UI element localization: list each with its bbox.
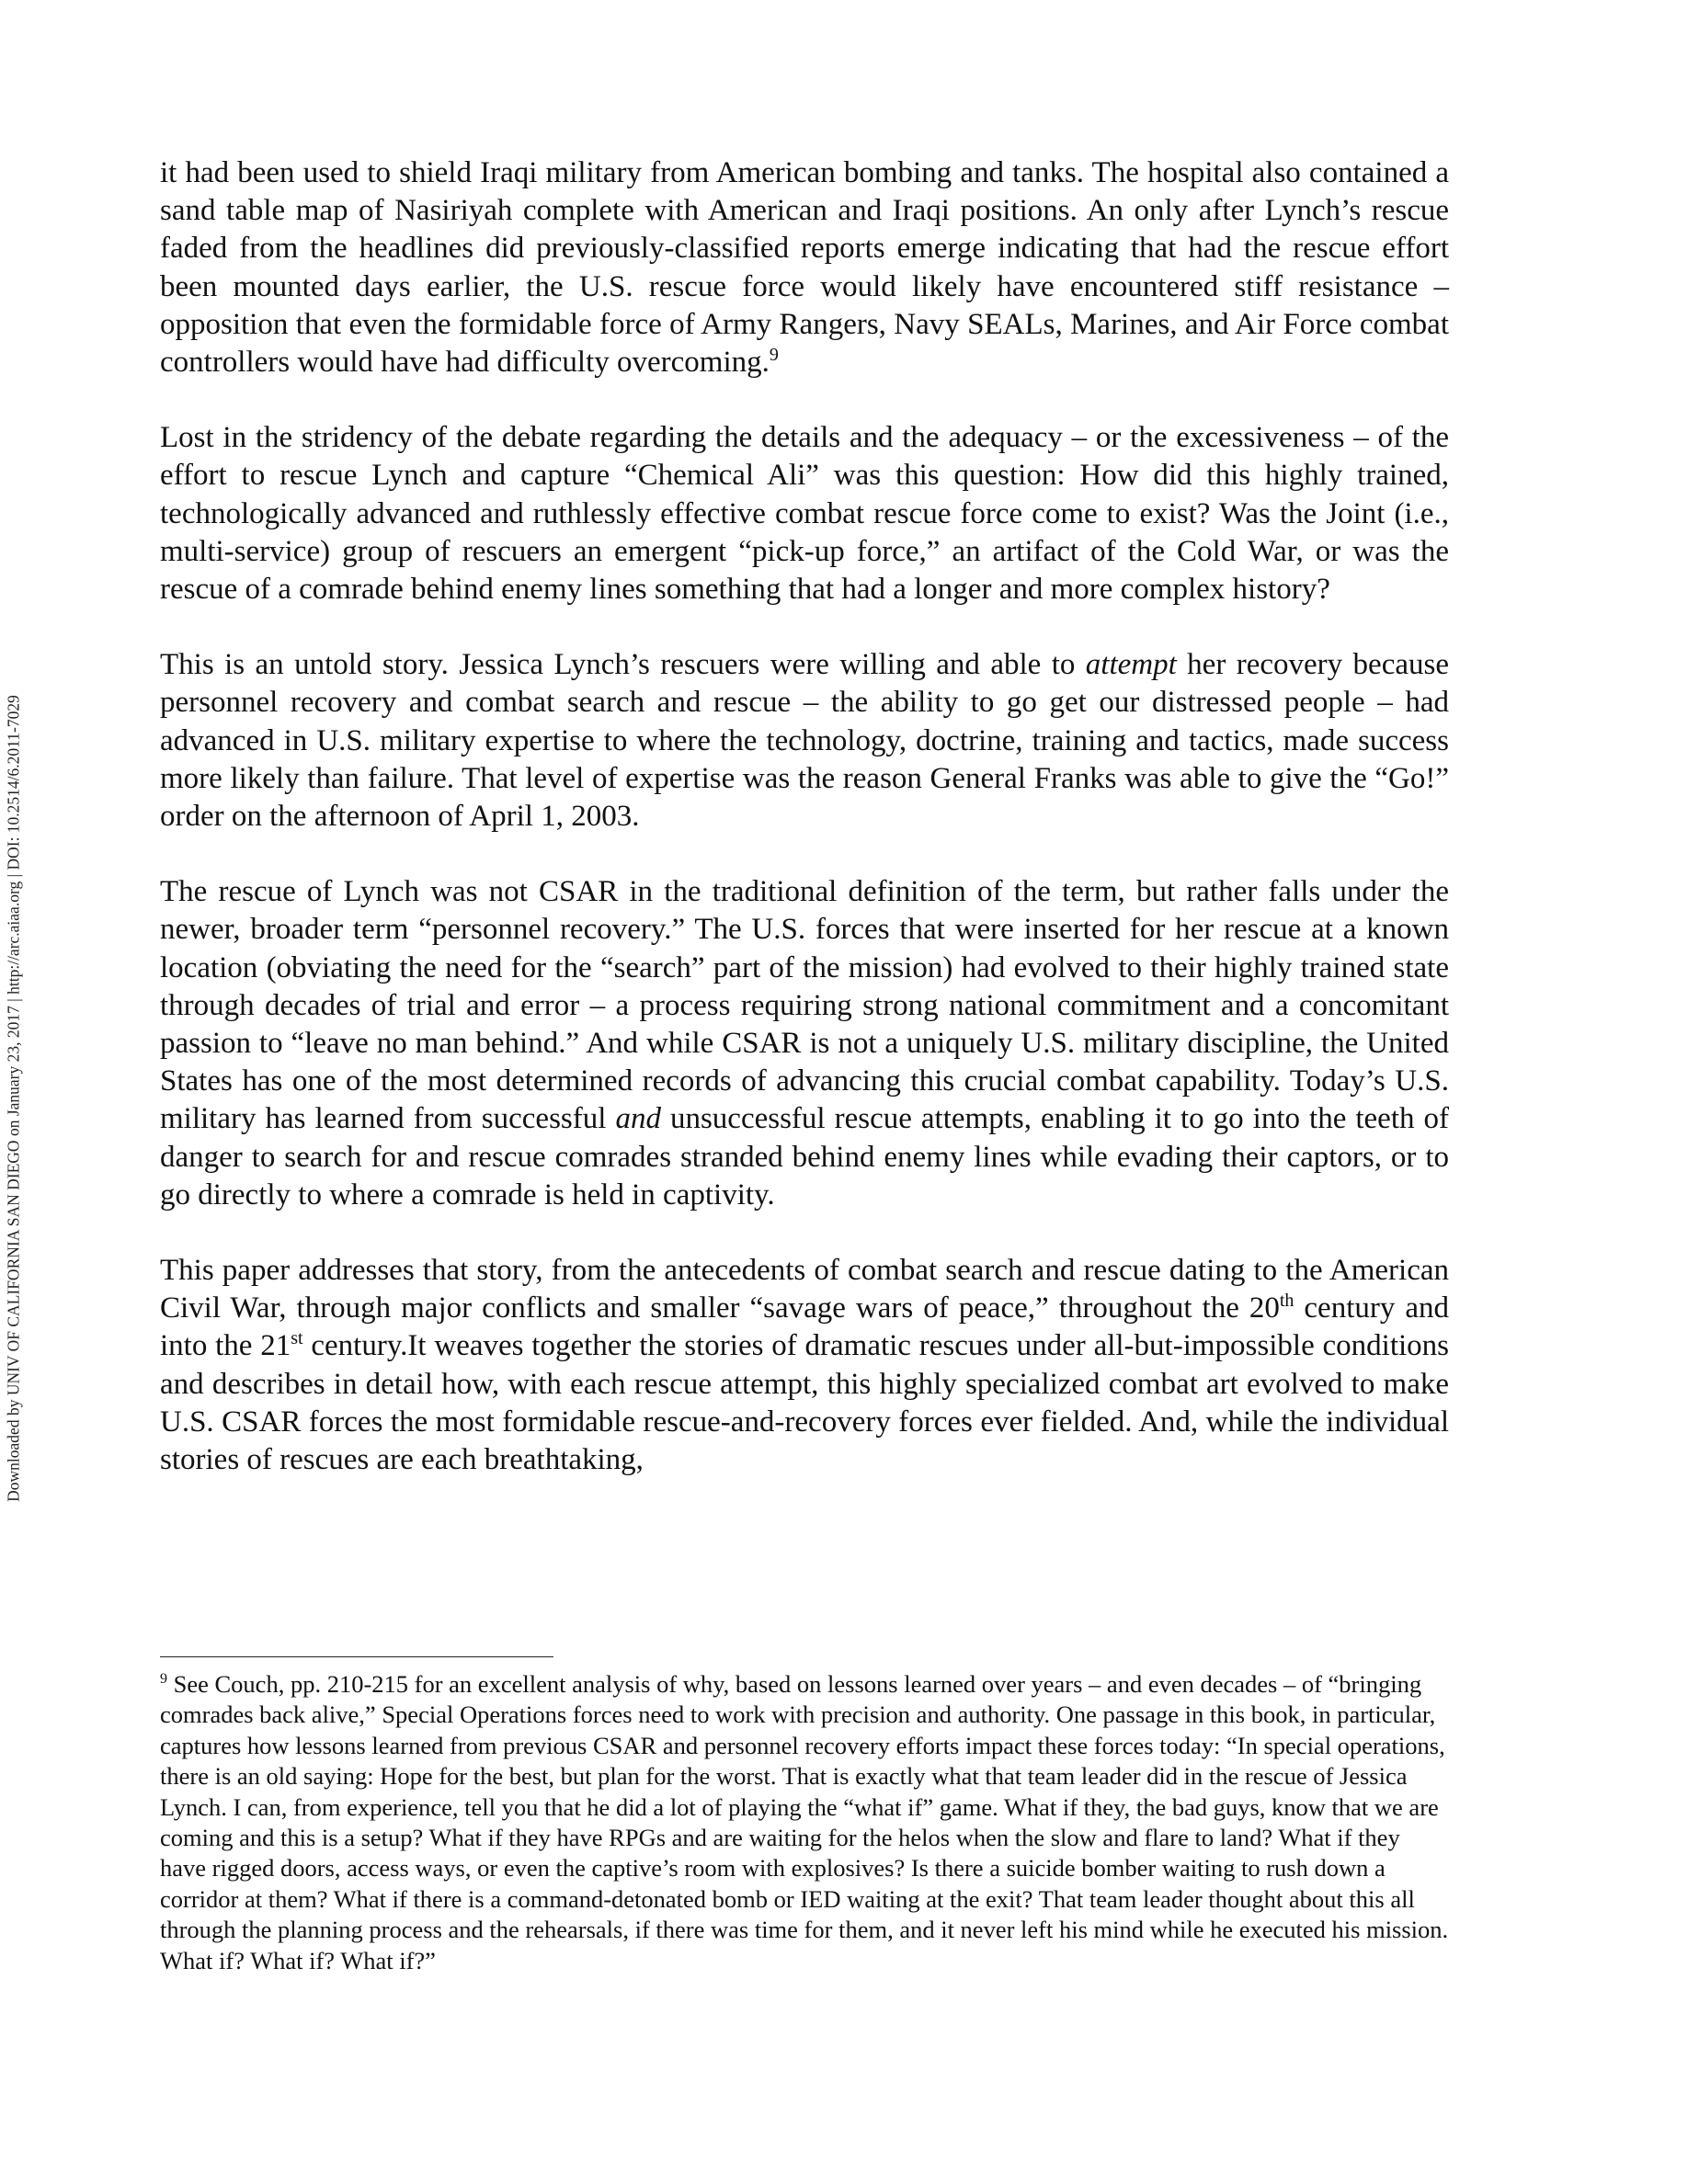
paragraph-1: it had been used to shield Iraqi military from American bombing and tanks. The hospital also contained a sand table map of Nasiriyah complete with American and Iraqi positions. An only after Lynch’s rescue faded from the headlines did previously-classified reports emerge indicating that had the rescue effort been mounted days earlier, the U.S. rescue force would likely have encountered stiff resistance – opposition that even the formidable force of Army Rangers, Navy SEALs, Marines, and Air Force combat controllers would have had difficulty overcoming.$^9$ bbox=[160, 156, 1449, 380]
footnote-number: 9 bbox=[160, 1671, 167, 1688]
footnote-text: See Couch, pp. 210-215 for an excellent analysis of why, based on lessons learned over years – and even decades – of “bringing comrades back alive,” Special Operations forces need to work with precision and authority. One passage in this book, in particular, captures how lessons learned from previous CSAR and personnel recovery efforts impact these forces today: “In special operations, there is an old saying: Hope for the best, but plan for the worst. That is exactly what that team leader did in the rescue of Jessica Lynch. I can, from experience, tell you that he did a lot of playing the “what if” game. What if they, the bad guys, know that we are coming and this is a setup? What if they have RPGs and are waiting for the helos when the slow and flare to land? What if they have rigged doors, access ways, or even the captive’s room with explosives? Is there a suicide bomber waiting to rush down a corridor at them? What if there is a command-detonated bomb or IED waiting at the exit? That team leader thought about this all through the planning process and the rehearsals, if there was time for them, and it never left his mind while he executed his mission. What if? What if? What if?” bbox=[160, 1670, 1449, 1974]
footnote-ref-9[interactable]: 9 bbox=[769, 345, 779, 366]
footnote-divider bbox=[160, 1656, 553, 1657]
emphasis-attempt: attempt bbox=[1085, 648, 1177, 682]
paragraph-2: Lost in the stridency of the debate regarding the details and the adequacy – or the excessiveness – of the effort to rescue Lynch and capture “Chemical Ali” was this question: How did this highly trained, technologically advanced and ruthlessly effective combat rescue force come to exist? Was the Joint (i.e., multi-service) group of rescuers an emergent “pick-up force,” an artifact of the Cold War, or was the rescue of a comrade behind enemy lines something that had a longer and more complex history? bbox=[160, 421, 1449, 607]
body-text bbox=[160, 154, 1449, 1479]
download-stamp-text: Downloaded by UNIV OF CALIFORNIA SAN DIEGO on January 23, 2017 | http://arc.aiaa.org | DOI: 10.2514/6.2011-7029 bbox=[4, 695, 23, 1502]
paragraph-3: This is an untold story. Jessica Lynch’s rescuers were willing and able to attempt her recovery because personnel recovery and combat search and rescue – the ability to go get our distressed people – had advanced in U.S. military expertise to where the technology, doctrine, training and tactics, made success more likely than failure. That level of expertise was the reason General Franks was able to give the “Go!” order on the afternoon of April 1, 2003. bbox=[160, 648, 1449, 834]
footnote-9 bbox=[160, 1669, 1449, 1976]
download-stamp bbox=[0, 611, 28, 1586]
emphasis-and: and bbox=[615, 1102, 661, 1136]
paragraph-4: The rescue of Lynch was not CSAR in the traditional definition of the term, but rather falls under the newer, broader term “personnel recovery.” The U.S. forces that were inserted for her rescue at a known location (obviating the need for the “search” part of the mission) had evolved to their highly trained state through decades of trial and error – a process requiring strong national commitment and a concomitant passion to “leave no man behind.” And while CSAR is not a uniquely U.S. military discipline, the United States has one of the most determined records of advancing this crucial combat capability. Today’s U.S. military has learned from successful and unsuccessful rescue attempts, enabling it to go into the teeth of danger to search for and rescue comrades stranded behind enemy lines while evading their captors, or to go directly to where a comrade is held in captivity. bbox=[160, 875, 1449, 1211]
paragraph-5: This paper addresses that story, from the antecedents of combat search and rescue dating to the American Civil War, through major conflicts and smaller “savage wars of peace,” throughout the 20th century and into the 21st century.It weaves together the stories of dramatic rescues under all-but-impossible conditions and describes in detail how, with each rescue attempt, this highly specialized combat art evolved to make U.S. CSAR forces the most formidable rescue-and-recovery forces ever fielded. And, while the individual stories of rescues are each breathtaking, bbox=[160, 1254, 1449, 1477]
